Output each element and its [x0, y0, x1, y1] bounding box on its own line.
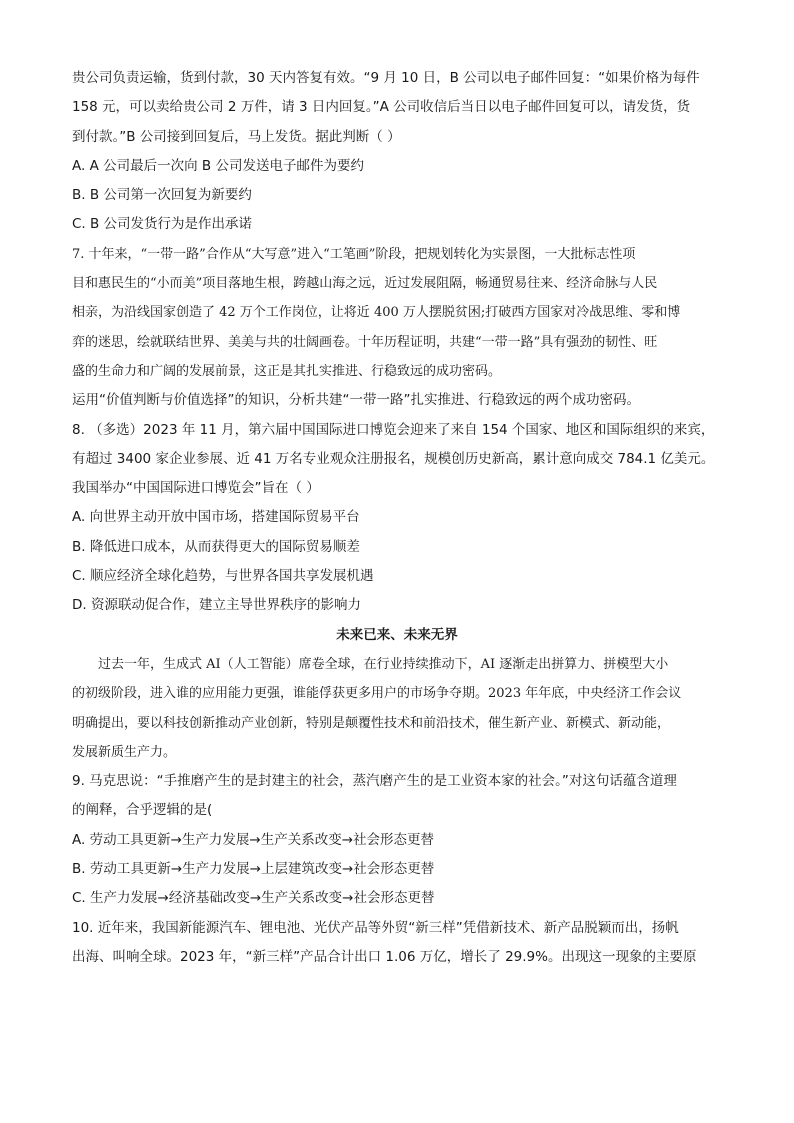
q7-material-line: 相亲，为沿线国家创造了 42 万个工作岗位，让将近 400 万人摆脱贫困;打破西方国家对冷战思维、零和博 [72, 305, 681, 321]
page-content [72, 64, 722, 972]
q6-option-b: B. B 公司第一次回复为新要约 [72, 187, 252, 204]
section-material-line: 发展新质生产力。 [72, 744, 177, 760]
q9-option-a: A. 劳动工具更新→生产力发展→生产关系改变→社会形态更替 [72, 831, 435, 848]
q9-option-c: C. 生产力发展→经济基础改变→生产关系改变→社会形态更替 [72, 890, 435, 907]
q6-text-line: 贵公司负责运输，货到付款，30 天内答复有效。“9 月 10 日，B 公司以电子邮件回复：“如果价格为每件 [72, 70, 700, 86]
q9-text-line: 的阐释，合乎逻辑的是( [72, 802, 213, 819]
q9-text-line: 9. 马克思说：“手推磨产生的是封建主的社会，蒸汽磨产生的是工业资本家的社会。”对这句话蕴含道理 [72, 773, 677, 790]
q6-text-line: 158 元，可以卖给贵公司 2 万件，请 3 日内回复。”A 公司收信后当日以电子邮件回复可以，请发货，货 [72, 99, 691, 116]
q10-text-line: 出海、叫响全球。2023 年，“新三样”产品合计出口 1.06 万亿，增长了 29.9%。出现这一现象的主要原 [72, 948, 697, 965]
q8-option-d: D. 资源联动促合作，建立主导世界秩序的影响力 [72, 597, 361, 614]
q8-text-line: 8. （多选）2023 年 11 月，第六届中国国际进口博览会迎来了来自 154 个国家、地区和国际组织的来宾， [72, 421, 715, 438]
q9-option-b: B. 劳动工具更新→生产力发展→上层建筑改变→社会形态更替 [72, 861, 435, 878]
q6-text-line: 到付款。”B 公司接到回复后，马上发货。据此判断（ ） [72, 128, 401, 145]
q8-text-line: 我国举办“中国国际进口博览会”旨在（ ） [72, 480, 320, 497]
section-material-line: 明确提出，要以科技创新推动产业创新，特别是颠覆性技术和前沿技术，催生新产业、新模式、新动能， [72, 715, 671, 731]
q7-question: 运用“价值判断与价值选择”的知识，分析共建“一带一路”扎实推进、行稳致远的两个成功密码。 [72, 392, 640, 409]
q8-option-a: A. 向世界主动开放中国市场，搭建国际贸易平台 [72, 509, 360, 526]
q6-option-c: C. B 公司发货行为是作出承诺 [72, 216, 253, 233]
q10-text-line: 10. 近年来，我国新能源汽车、锂电池、光伏产品等外贸“新三样”凭借新技术、新产品脱颖而出，扬帆 [72, 919, 679, 936]
q7-material-line: 7. 十年来，“一带一路”合作从“大写意”进入“工笔画”阶段，把规划转化为实景图，一大批标志性项 [72, 246, 636, 262]
q7-material-line: 目和惠民生的“小而美”项目落地生根，跨越山海之远，近过发展阻隔，畅通贸易往来、经济命脉与人民 [72, 276, 658, 292]
q8-text-line: 有超过 3400 家企业参展、近 41 万名专业观众注册报名，规模创历史新高，累计意向成交 784.1 亿美元。 [72, 450, 715, 467]
q8-option-c: C. 顺应经济全球化趋势，与世界各国共享发展机遇 [72, 568, 374, 585]
section-material-line: 的初级阶段，进入谁的应用能力更强，谁能俘获更多用户的市场争夺期。2023 年年底，中央经济工作会议 [72, 686, 682, 702]
section-material-line: 过去一年，生成式 AI（人工智能）席卷全球，在行业持续推动下，AI 逐渐走出拼算力、拼模型大小 [98, 656, 669, 672]
q7-material-line: 弈的迷思，绘就联结世界、美美与共的壮阔画卷。十年历程证明，共建“一带一路”具有强劲的韧性、旺 [72, 334, 658, 350]
q8-option-b: B. 降低进口成本，从而获得更大的国际贸易顺差 [72, 538, 360, 555]
section-title: 未来已来、未来无界 [336, 626, 458, 643]
q6-option-a: A. A 公司最后一次向 B 公司发送电子邮件为要约 [72, 157, 364, 174]
q7-material-line: 盛的生命力和广阔的发展前景，这正是其扎实推进、行稳致远的成功密码。 [72, 363, 502, 379]
